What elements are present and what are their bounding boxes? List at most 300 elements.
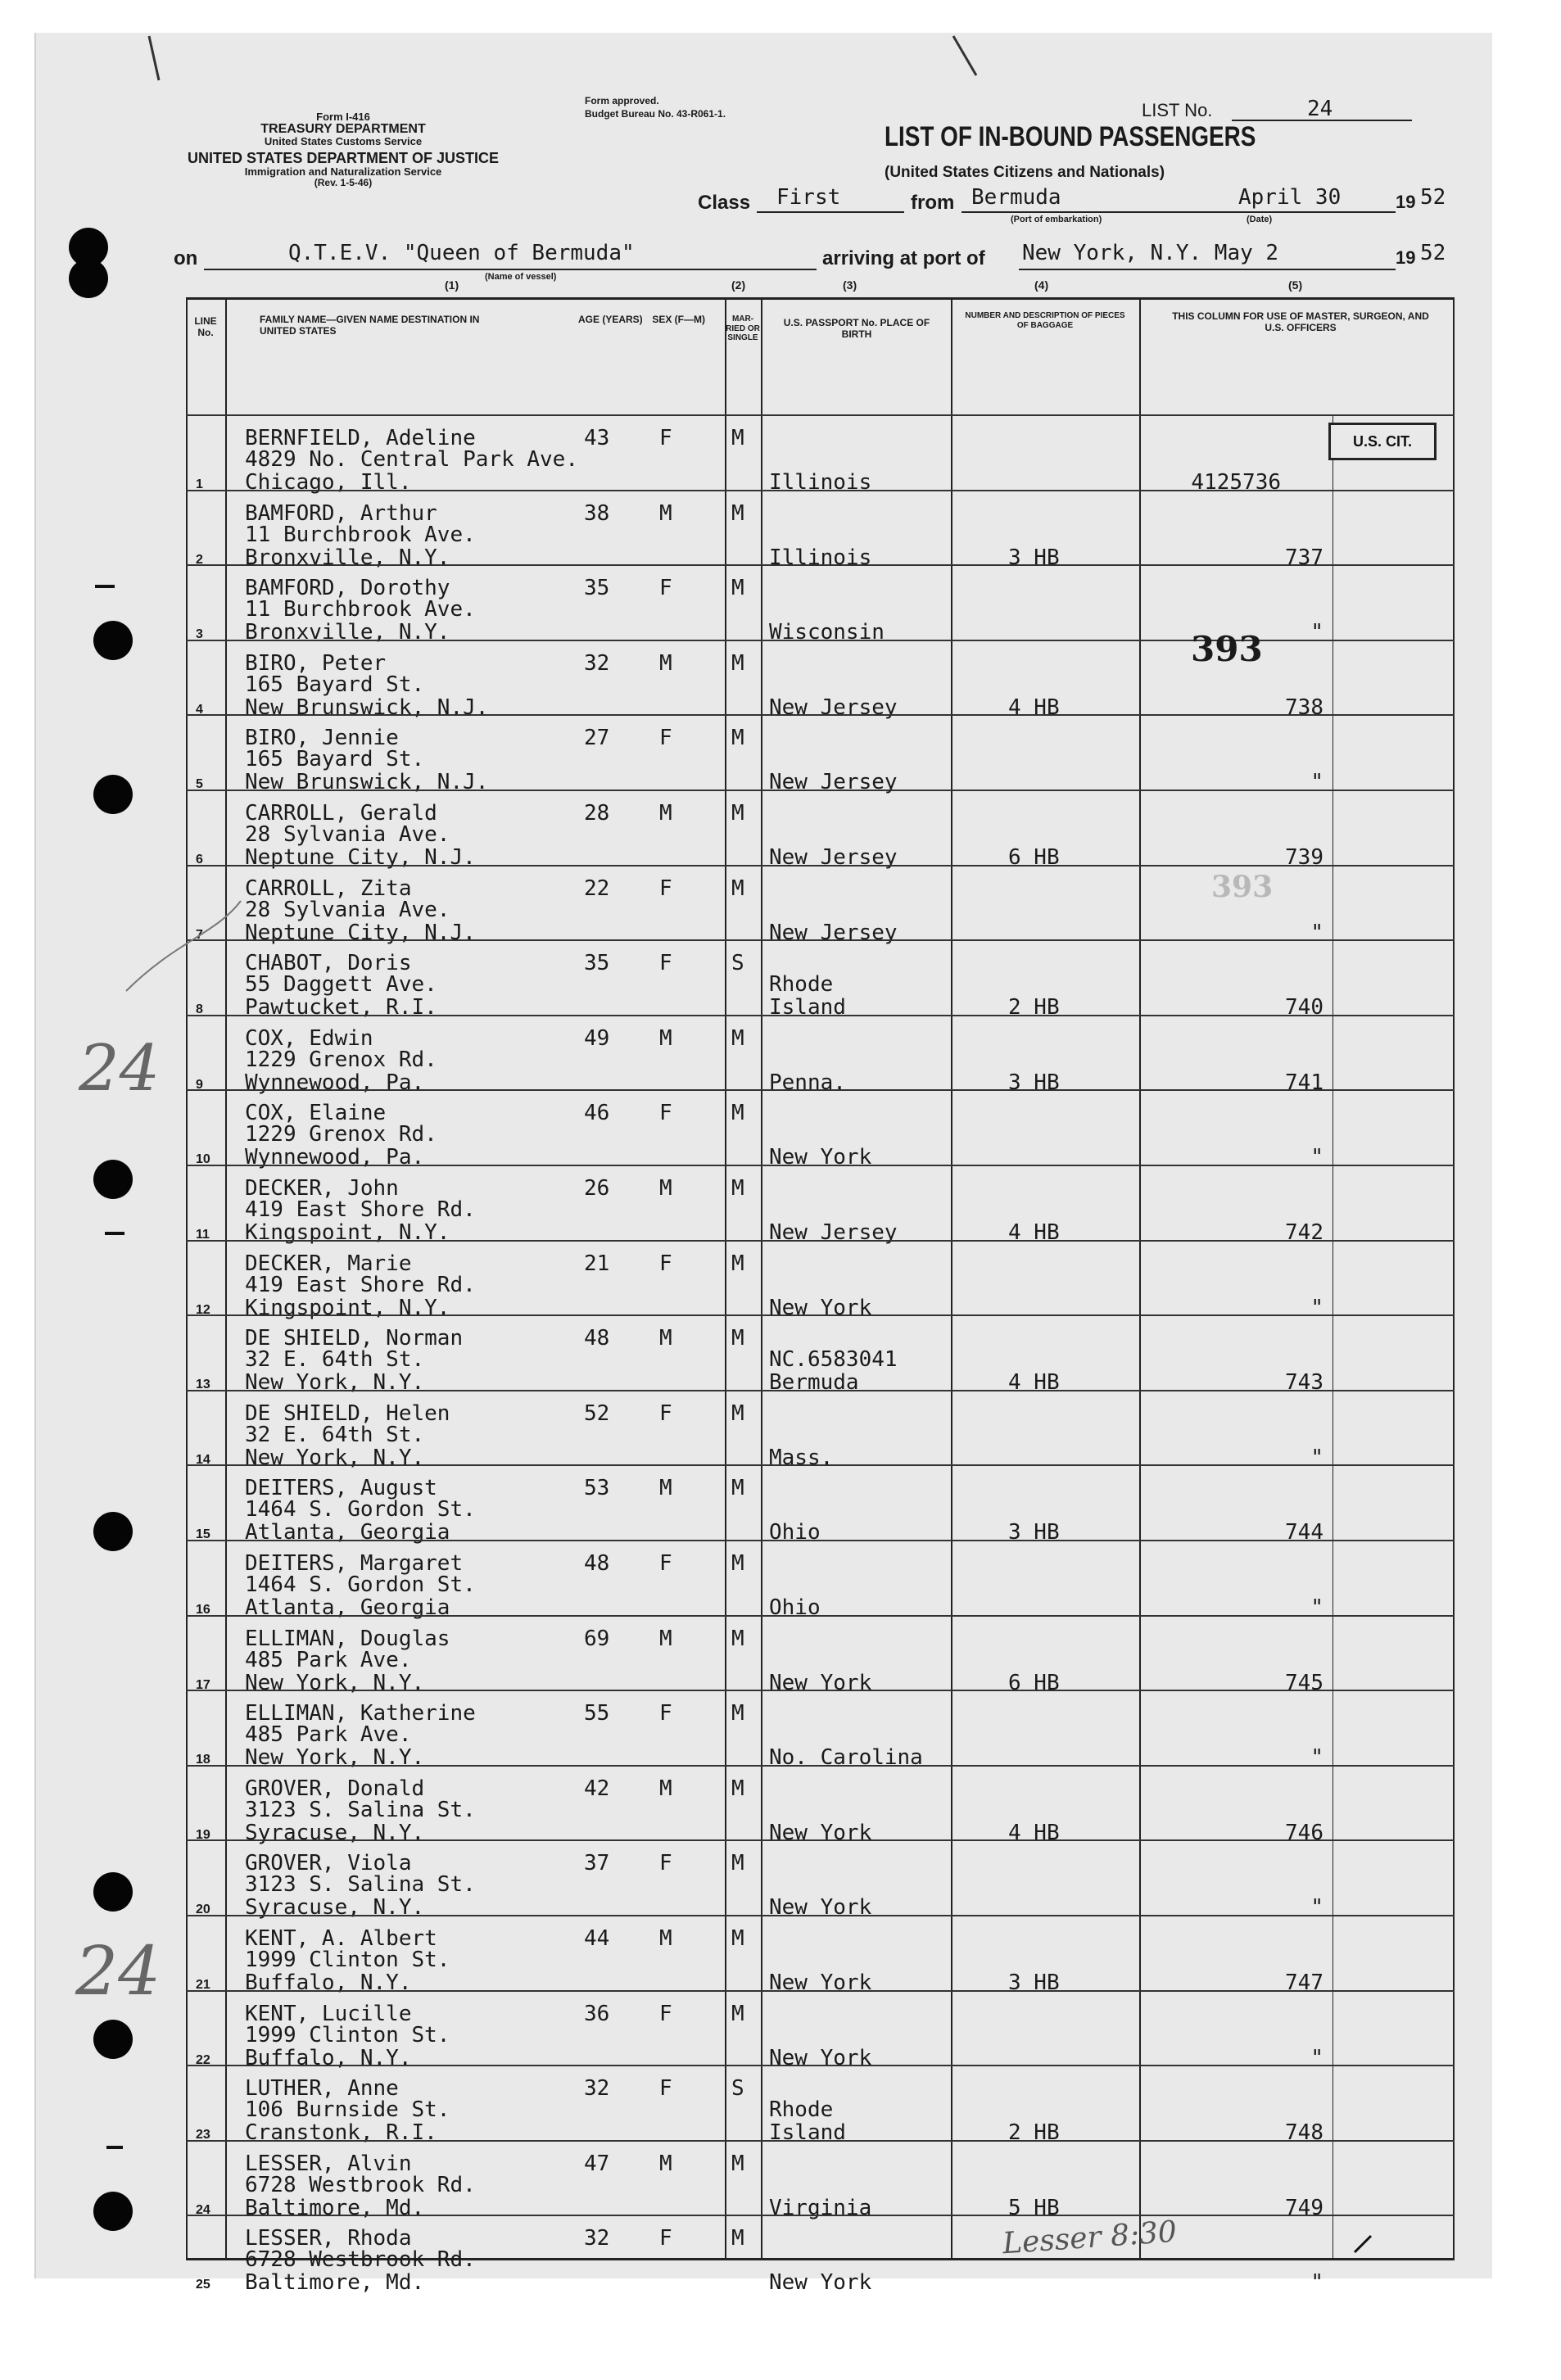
header-married: MAR-RIED OR SINGLE xyxy=(726,314,760,342)
line-number: 24 xyxy=(196,2202,210,2217)
place-of-birth: New York xyxy=(769,1971,872,1995)
punch-hole xyxy=(69,259,108,298)
place-of-birth: Bermuda xyxy=(769,1370,859,1396)
marital-status: M xyxy=(731,500,744,526)
address-line: 165 Bayard St. xyxy=(245,672,425,697)
officer-number: " xyxy=(1310,1745,1323,1771)
address-line: 32 E. 64th St. xyxy=(245,1422,425,1447)
passenger-name: KENT, A. Albert xyxy=(245,1926,437,1951)
line-number: 12 xyxy=(196,1302,210,1317)
line-number: 23 xyxy=(196,2128,210,2142)
place-of-birth: New Jersey xyxy=(769,1220,898,1245)
class-label: Class xyxy=(698,192,751,214)
punch-hole xyxy=(93,621,133,660)
place-of-birth: New Jersey xyxy=(769,695,898,720)
marital-status: M xyxy=(731,1926,744,1951)
us-citizen-stamp: U.S. CIT. xyxy=(1328,423,1437,460)
passenger-age: 28 xyxy=(584,801,610,826)
table-row xyxy=(186,640,1455,720)
passenger-age: 47 xyxy=(584,2151,610,2176)
passenger-sex: F xyxy=(659,2076,672,2102)
officer-number: " xyxy=(1310,1595,1323,1620)
passenger-age: 37 xyxy=(584,1851,610,1876)
passenger-sex: M xyxy=(659,2151,672,2176)
passport-number: Rhode xyxy=(769,2097,834,2123)
officer-number: 737 xyxy=(1285,545,1323,570)
officer-number: " xyxy=(1310,1895,1323,1921)
form-approved: Form approved. xyxy=(585,95,659,106)
address-line: 1229 Grenox Rd. xyxy=(245,1122,437,1147)
passenger-age: 38 xyxy=(584,500,610,526)
passenger-sex: F xyxy=(659,876,672,901)
place-of-birth: New York xyxy=(769,2045,872,2070)
baggage: 4 HB xyxy=(1008,695,1060,720)
budget-bureau: Budget Bureau No. 43-R061-1. xyxy=(585,108,726,120)
officer-number: 743 xyxy=(1285,1370,1323,1396)
marital-status: M xyxy=(731,1626,744,1651)
year-value: 52 xyxy=(1420,241,1446,265)
address-city: Bronxville, N.Y. xyxy=(245,545,450,570)
address-city: Cranstonk, R.I. xyxy=(245,2120,437,2146)
passenger-sex: F xyxy=(659,726,672,751)
marital-status: M xyxy=(731,1701,744,1726)
line-number: 20 xyxy=(196,1903,210,1917)
passenger-age: 32 xyxy=(584,650,610,676)
from-value: Bermuda xyxy=(971,185,1061,210)
officer-number: " xyxy=(1310,920,1323,945)
form-number: Form I-416 xyxy=(316,111,370,123)
line-number: 4 xyxy=(196,702,203,717)
table-row xyxy=(186,1690,1455,1771)
passenger-name: BIRO, Peter xyxy=(245,650,387,676)
address-city: Wynnewood, Pa. xyxy=(245,1070,425,1095)
address-city: Buffalo, N.Y. xyxy=(245,1971,412,1995)
vessel-caption: (Name of vessel) xyxy=(485,272,557,282)
passenger-age: 21 xyxy=(584,1251,610,1276)
passenger-name: DE SHIELD, Helen xyxy=(245,1400,450,1426)
passenger-name: DE SHIELD, Norman xyxy=(245,1326,464,1351)
line-number: 21 xyxy=(196,1978,210,1992)
table-row xyxy=(186,564,1455,645)
officer-number: 749 xyxy=(1285,2195,1323,2220)
table-row xyxy=(186,1314,1455,1396)
passenger-name: LUTHER, Anne xyxy=(245,2076,399,2102)
passenger-name: COX, Edwin xyxy=(245,1025,373,1051)
header-baggage: NUMBER AND DESCRIPTION OF PIECES OF BAGGAGE xyxy=(965,311,1125,330)
agency-block xyxy=(179,111,507,188)
punch-hole xyxy=(93,2020,133,2059)
passenger-name: CARROLL, Zita xyxy=(245,876,412,901)
table-row xyxy=(186,1839,1455,1921)
marital-status: M xyxy=(731,1326,744,1351)
baggage: 6 HB xyxy=(1008,1670,1060,1695)
address-line: 55 Daggett Ave. xyxy=(245,972,437,998)
officer-number: 744 xyxy=(1285,1520,1323,1545)
line-number: 25 xyxy=(196,2278,210,2292)
year-prefix: 19 xyxy=(1396,192,1416,212)
stamp-number: 393 xyxy=(1191,629,1263,669)
line-number: 19 xyxy=(196,1827,210,1842)
table-row xyxy=(186,1915,1455,1995)
passenger-name: DECKER, John xyxy=(245,1176,399,1201)
address-line: 3123 S. Salina St. xyxy=(245,1797,476,1822)
place-of-birth: Wisconsin xyxy=(769,620,885,645)
passenger-name: COX, Elaine xyxy=(245,1101,387,1126)
place-of-birth: Penna. xyxy=(769,1070,846,1095)
passenger-sex: F xyxy=(659,1101,672,1126)
date-caption: (Date) xyxy=(1247,215,1273,224)
officer-number: 739 xyxy=(1285,845,1323,870)
table-row xyxy=(186,939,1455,1020)
from-line xyxy=(961,211,1396,213)
class-line xyxy=(757,211,904,213)
address-line: 32 E. 64th St. xyxy=(245,1347,425,1373)
passenger-name: GROVER, Viola xyxy=(245,1851,412,1876)
passenger-age: 49 xyxy=(584,1025,610,1051)
baggage: 5 HB xyxy=(1008,2195,1060,2220)
line-number: 8 xyxy=(196,1002,203,1017)
marital-status: M xyxy=(731,2001,744,2026)
table-row xyxy=(186,790,1455,870)
place-of-birth: New York xyxy=(769,1295,872,1320)
passenger-name: CHABOT, Doris xyxy=(245,951,412,976)
address-line: 3123 S. Salina St. xyxy=(245,1872,476,1898)
passenger-table xyxy=(186,278,1455,2296)
table-row xyxy=(186,1464,1455,1545)
margin-note: 24 xyxy=(79,1032,161,1106)
address-city: Chicago, Ill. xyxy=(245,470,412,495)
marital-status: M xyxy=(731,1025,744,1051)
passenger-sex: F xyxy=(659,1400,672,1426)
passenger-name: DECKER, Marie xyxy=(245,1251,412,1276)
date-value: April 30 xyxy=(1238,185,1342,210)
line-number: 13 xyxy=(196,1378,210,1392)
port-caption: (Port of embarkation) xyxy=(1011,215,1102,224)
baggage: 6 HB xyxy=(1008,845,1060,870)
column-number: (5) xyxy=(1288,278,1303,292)
punch-hole xyxy=(93,1160,133,1199)
table-row xyxy=(186,1765,1455,1845)
punch-hole xyxy=(93,2192,133,2231)
passenger-age: 43 xyxy=(584,426,610,450)
column-number: (1) xyxy=(445,278,459,292)
address-line: 1464 S. Gordon St. xyxy=(245,1497,476,1523)
punch-hole xyxy=(93,1512,133,1551)
line-number: 14 xyxy=(196,1452,210,1467)
passenger-name: BAMFORD, Dorothy xyxy=(245,576,450,601)
passenger-sex: M xyxy=(659,1476,672,1501)
signature: Lesser 8:30 xyxy=(1001,2215,1179,2261)
place-of-birth: New Jersey xyxy=(769,770,898,795)
passport-number: NC.6583041 xyxy=(769,1347,898,1373)
line-number: 1 xyxy=(196,477,203,491)
passenger-age: 35 xyxy=(584,576,610,601)
passenger-age: 35 xyxy=(584,951,610,976)
line-number: 5 xyxy=(196,777,203,792)
passenger-name: DEITERS, Margaret xyxy=(245,1551,464,1576)
baggage: 3 HB xyxy=(1008,545,1060,570)
passenger-age: 32 xyxy=(584,2076,610,2102)
agency-line: UNITED STATES DEPARTMENT OF JUSTICE xyxy=(187,150,499,167)
officer-number: " xyxy=(1310,2270,1323,2296)
passenger-sex: M xyxy=(659,1776,672,1801)
marital-status: S xyxy=(731,2076,744,2102)
table-row xyxy=(186,1089,1455,1170)
table-row xyxy=(186,714,1455,795)
address-line: 419 East Shore Rd. xyxy=(245,1197,476,1222)
table-row xyxy=(186,1015,1455,1095)
table-row xyxy=(186,490,1455,570)
address-city: Buffalo, N.Y. xyxy=(245,2045,412,2070)
agency-line: United States Customs Service xyxy=(264,135,423,148)
marital-status: M xyxy=(731,1176,744,1201)
place-of-birth: New Jersey xyxy=(769,845,898,870)
vessel-name: Q.T.E.V. "Queen of Bermuda" xyxy=(288,241,635,265)
line-number: 2 xyxy=(196,552,203,567)
address-city: Baltimore, Md. xyxy=(245,2195,425,2220)
marital-status: M xyxy=(731,876,744,901)
address-line: 419 East Shore Rd. xyxy=(245,1272,476,1297)
place-of-birth: New York xyxy=(769,1145,872,1170)
marital-status: M xyxy=(731,650,744,676)
address-line: 28 Sylvania Ave. xyxy=(245,897,450,922)
passenger-age: 42 xyxy=(584,1776,610,1801)
passenger-sex: F xyxy=(659,1251,672,1276)
address-city: Bronxville, N.Y. xyxy=(245,620,450,645)
address-line: 6728 Westbrook Rd. xyxy=(245,2247,476,2273)
column-number: (2) xyxy=(731,278,746,292)
passenger-age: 53 xyxy=(584,1476,610,1501)
marital-status: S xyxy=(731,951,744,976)
passenger-sex: F xyxy=(659,576,672,601)
header-line-no: LINE No. xyxy=(194,315,217,338)
line-number: 3 xyxy=(196,627,203,642)
agency-line: Immigration and Naturalization Service xyxy=(244,165,442,178)
on-label: on xyxy=(174,247,198,269)
address-line: 106 Burnside St. xyxy=(245,2097,450,2123)
header-name: FAMILY NAME—GIVEN NAME DESTINATION IN UNITED STATES xyxy=(260,314,480,337)
address-city: New Brunswick, N.J. xyxy=(245,695,489,720)
class-value: First xyxy=(776,185,841,210)
officer-number: " xyxy=(1310,1445,1323,1470)
officer-number: 745 xyxy=(1285,1670,1323,1695)
place-of-birth: Island xyxy=(769,2120,846,2146)
marital-status: M xyxy=(731,1400,744,1426)
passenger-age: 52 xyxy=(584,1400,610,1426)
marital-status: M xyxy=(731,1776,744,1801)
officer-number: " xyxy=(1310,770,1323,795)
passenger-name: GROVER, Donald xyxy=(245,1776,425,1801)
officer-number: 740 xyxy=(1285,995,1323,1020)
arriving-label: arriving at port of xyxy=(822,247,985,269)
line-number: 10 xyxy=(196,1152,210,1167)
passenger-name: BIRO, Jennie xyxy=(245,726,399,751)
passenger-sex: M xyxy=(659,1626,672,1651)
passenger-name: ELLIMAN, Katherine xyxy=(245,1701,476,1726)
address-line: 485 Park Ave. xyxy=(245,1647,412,1672)
address-city: Kingspoint, N.Y. xyxy=(245,1220,450,1245)
address-city: Baltimore, Md. xyxy=(245,2270,425,2296)
address-line: 4829 No. Central Park Ave. xyxy=(245,447,578,472)
marital-status: M xyxy=(731,2151,744,2176)
passenger-age: 22 xyxy=(584,876,610,901)
address-city: Wynnewood, Pa. xyxy=(245,1145,425,1170)
place-of-birth: Illinois xyxy=(769,470,872,495)
passenger-age: 32 xyxy=(584,2226,610,2251)
line-number: 6 xyxy=(196,853,203,866)
vessel-line xyxy=(204,269,817,270)
place-of-birth: Virginia xyxy=(769,2195,872,2220)
form-subtitle: (United States Citizens and Nationals) xyxy=(885,164,1165,181)
marital-status: M xyxy=(731,2226,744,2251)
margin-note: 24 xyxy=(75,1933,161,2011)
passenger-sex: M xyxy=(659,500,672,526)
passport-number: Rhode xyxy=(769,972,834,998)
line-number: 18 xyxy=(196,1753,210,1767)
passenger-name: ELLIMAN, Douglas xyxy=(245,1626,450,1651)
address-city: Neptune City, N.J. xyxy=(245,920,476,945)
form-title: LIST OF IN-BOUND PASSENGERS xyxy=(885,121,1256,152)
address-line: 165 Bayard St. xyxy=(245,747,425,772)
marital-status: M xyxy=(731,801,744,826)
baggage: 3 HB xyxy=(1008,1520,1060,1545)
punch-hole xyxy=(93,1872,133,1912)
passenger-age: 69 xyxy=(584,1626,610,1651)
column-number: (4) xyxy=(1034,278,1049,292)
address-line: 6728 Westbrook Rd. xyxy=(245,2172,476,2197)
officer-number: 4125736 xyxy=(1191,470,1281,495)
passenger-name: DEITERS, August xyxy=(245,1476,437,1501)
address-city: Atlanta, Georgia xyxy=(245,1595,450,1620)
passenger-sex: F xyxy=(659,1851,672,1876)
officer-number: 738 xyxy=(1285,695,1323,720)
marital-status: M xyxy=(731,1251,744,1276)
column-number: (3) xyxy=(843,278,857,292)
officer-number: 747 xyxy=(1285,1971,1323,1995)
baggage: 2 HB xyxy=(1008,2120,1060,2146)
passenger-sex: F xyxy=(659,2001,672,2026)
stamp-number-faint: 393 xyxy=(1211,870,1274,904)
passenger-age: 48 xyxy=(584,1551,610,1576)
agency-line: TREASURY DEPARTMENT xyxy=(260,121,426,136)
marital-status: M xyxy=(731,1476,744,1501)
officer-number: 748 xyxy=(1285,2120,1323,2146)
from-label: from xyxy=(911,192,955,214)
address-city: New York, N.Y. xyxy=(245,1745,425,1771)
agency-line: (Rev. 1-5-46) xyxy=(314,176,373,188)
marital-status: M xyxy=(731,1101,744,1126)
address-city: Syracuse, N.Y. xyxy=(245,1895,425,1921)
line-number: 7 xyxy=(196,927,203,942)
passenger-age: 55 xyxy=(584,1701,610,1726)
table-row xyxy=(186,1240,1455,1320)
line-number: 11 xyxy=(196,1228,210,1242)
address-city: Atlanta, Georgia xyxy=(245,1520,450,1545)
address-line: 11 Burchbrook Ave. xyxy=(245,522,476,547)
address-city: New York, N.Y. xyxy=(245,1670,425,1695)
table-row xyxy=(186,1540,1455,1620)
address-city: Syracuse, N.Y. xyxy=(245,1820,425,1845)
address-line: 28 Sylvania Ave. xyxy=(245,822,450,847)
officer-number: " xyxy=(1310,1295,1323,1320)
line-number: 16 xyxy=(196,1603,210,1617)
address-line: 1464 S. Gordon St. xyxy=(245,1572,476,1597)
place-of-birth: Ohio xyxy=(769,1520,821,1545)
place-of-birth: New Jersey xyxy=(769,920,898,945)
baggage: 3 HB xyxy=(1008,1070,1060,1095)
table-row xyxy=(186,1390,1455,1470)
line-number: 22 xyxy=(196,2052,210,2067)
year-value: 52 xyxy=(1420,185,1446,210)
place-of-birth: No. Carolina xyxy=(769,1745,923,1771)
passenger-age: 26 xyxy=(584,1176,610,1201)
header-age-sex xyxy=(571,314,718,326)
address-line: 485 Park Ave. xyxy=(245,1722,412,1748)
year-prefix: 19 xyxy=(1396,247,1416,268)
officer-number: 742 xyxy=(1285,1220,1323,1245)
table-row xyxy=(186,1990,1455,2070)
passenger-name: LESSER, Rhoda xyxy=(245,2226,412,2251)
marital-status: M xyxy=(731,726,744,751)
passenger-sex: M xyxy=(659,1326,672,1351)
baggage: 3 HB xyxy=(1008,1971,1060,1995)
baggage: 2 HB xyxy=(1008,995,1060,1020)
manifest-page xyxy=(34,33,1492,2296)
table-row xyxy=(186,2215,1455,2296)
officer-number: " xyxy=(1310,620,1323,645)
passenger-sex: M xyxy=(659,1025,672,1051)
arrival-port: New York, N.Y. May 2 xyxy=(1022,241,1279,265)
header-officers: THIS COLUMN FOR USE OF MASTER, SURGEON, AND U.S. OFFICERS xyxy=(1172,310,1429,333)
line-number: 15 xyxy=(196,1527,210,1542)
list-no-value: 24 xyxy=(1307,97,1333,121)
arrival-line xyxy=(1019,269,1396,270)
baggage: 4 HB xyxy=(1008,1220,1060,1245)
place-of-birth: New York xyxy=(769,1670,872,1695)
baggage: 4 HB xyxy=(1008,1820,1060,1845)
table-row xyxy=(186,2065,1455,2146)
header-passport: U.S. PASSPORT No. PLACE OF BIRTH xyxy=(783,317,930,340)
officer-number: " xyxy=(1310,1145,1323,1170)
passenger-age: 46 xyxy=(584,1101,610,1126)
table-row xyxy=(186,1615,1455,1695)
place-of-birth: Ohio xyxy=(769,1595,821,1620)
marital-status: M xyxy=(731,426,744,450)
place-of-birth: New York xyxy=(769,2270,872,2296)
passenger-age: 44 xyxy=(584,1926,610,1951)
place-of-birth: New York xyxy=(769,1895,872,1921)
address-city: Kingspoint, N.Y. xyxy=(245,1295,450,1320)
passenger-name: CARROLL, Gerald xyxy=(245,801,437,826)
sex-header-label: SEX (F—M) xyxy=(652,314,705,325)
passenger-sex: M xyxy=(659,1926,672,1951)
punch-hole xyxy=(93,775,133,814)
place-of-birth: New York xyxy=(769,1820,872,1845)
officer-number: 746 xyxy=(1285,1820,1323,1845)
marital-status: M xyxy=(731,576,744,601)
address-city: New York, N.Y. xyxy=(245,1370,425,1396)
marital-status: M xyxy=(731,1551,744,1576)
address-line: 1229 Grenox Rd. xyxy=(245,1047,437,1072)
baggage: 4 HB xyxy=(1008,1370,1060,1396)
line-number: 9 xyxy=(196,1077,203,1092)
officer-number: 741 xyxy=(1285,1070,1323,1095)
passenger-age: 48 xyxy=(584,1326,610,1351)
place-of-birth: Mass. xyxy=(769,1445,834,1470)
marital-status: M xyxy=(731,1851,744,1876)
place-of-birth: Illinois xyxy=(769,545,872,570)
passenger-sex: F xyxy=(659,426,672,450)
